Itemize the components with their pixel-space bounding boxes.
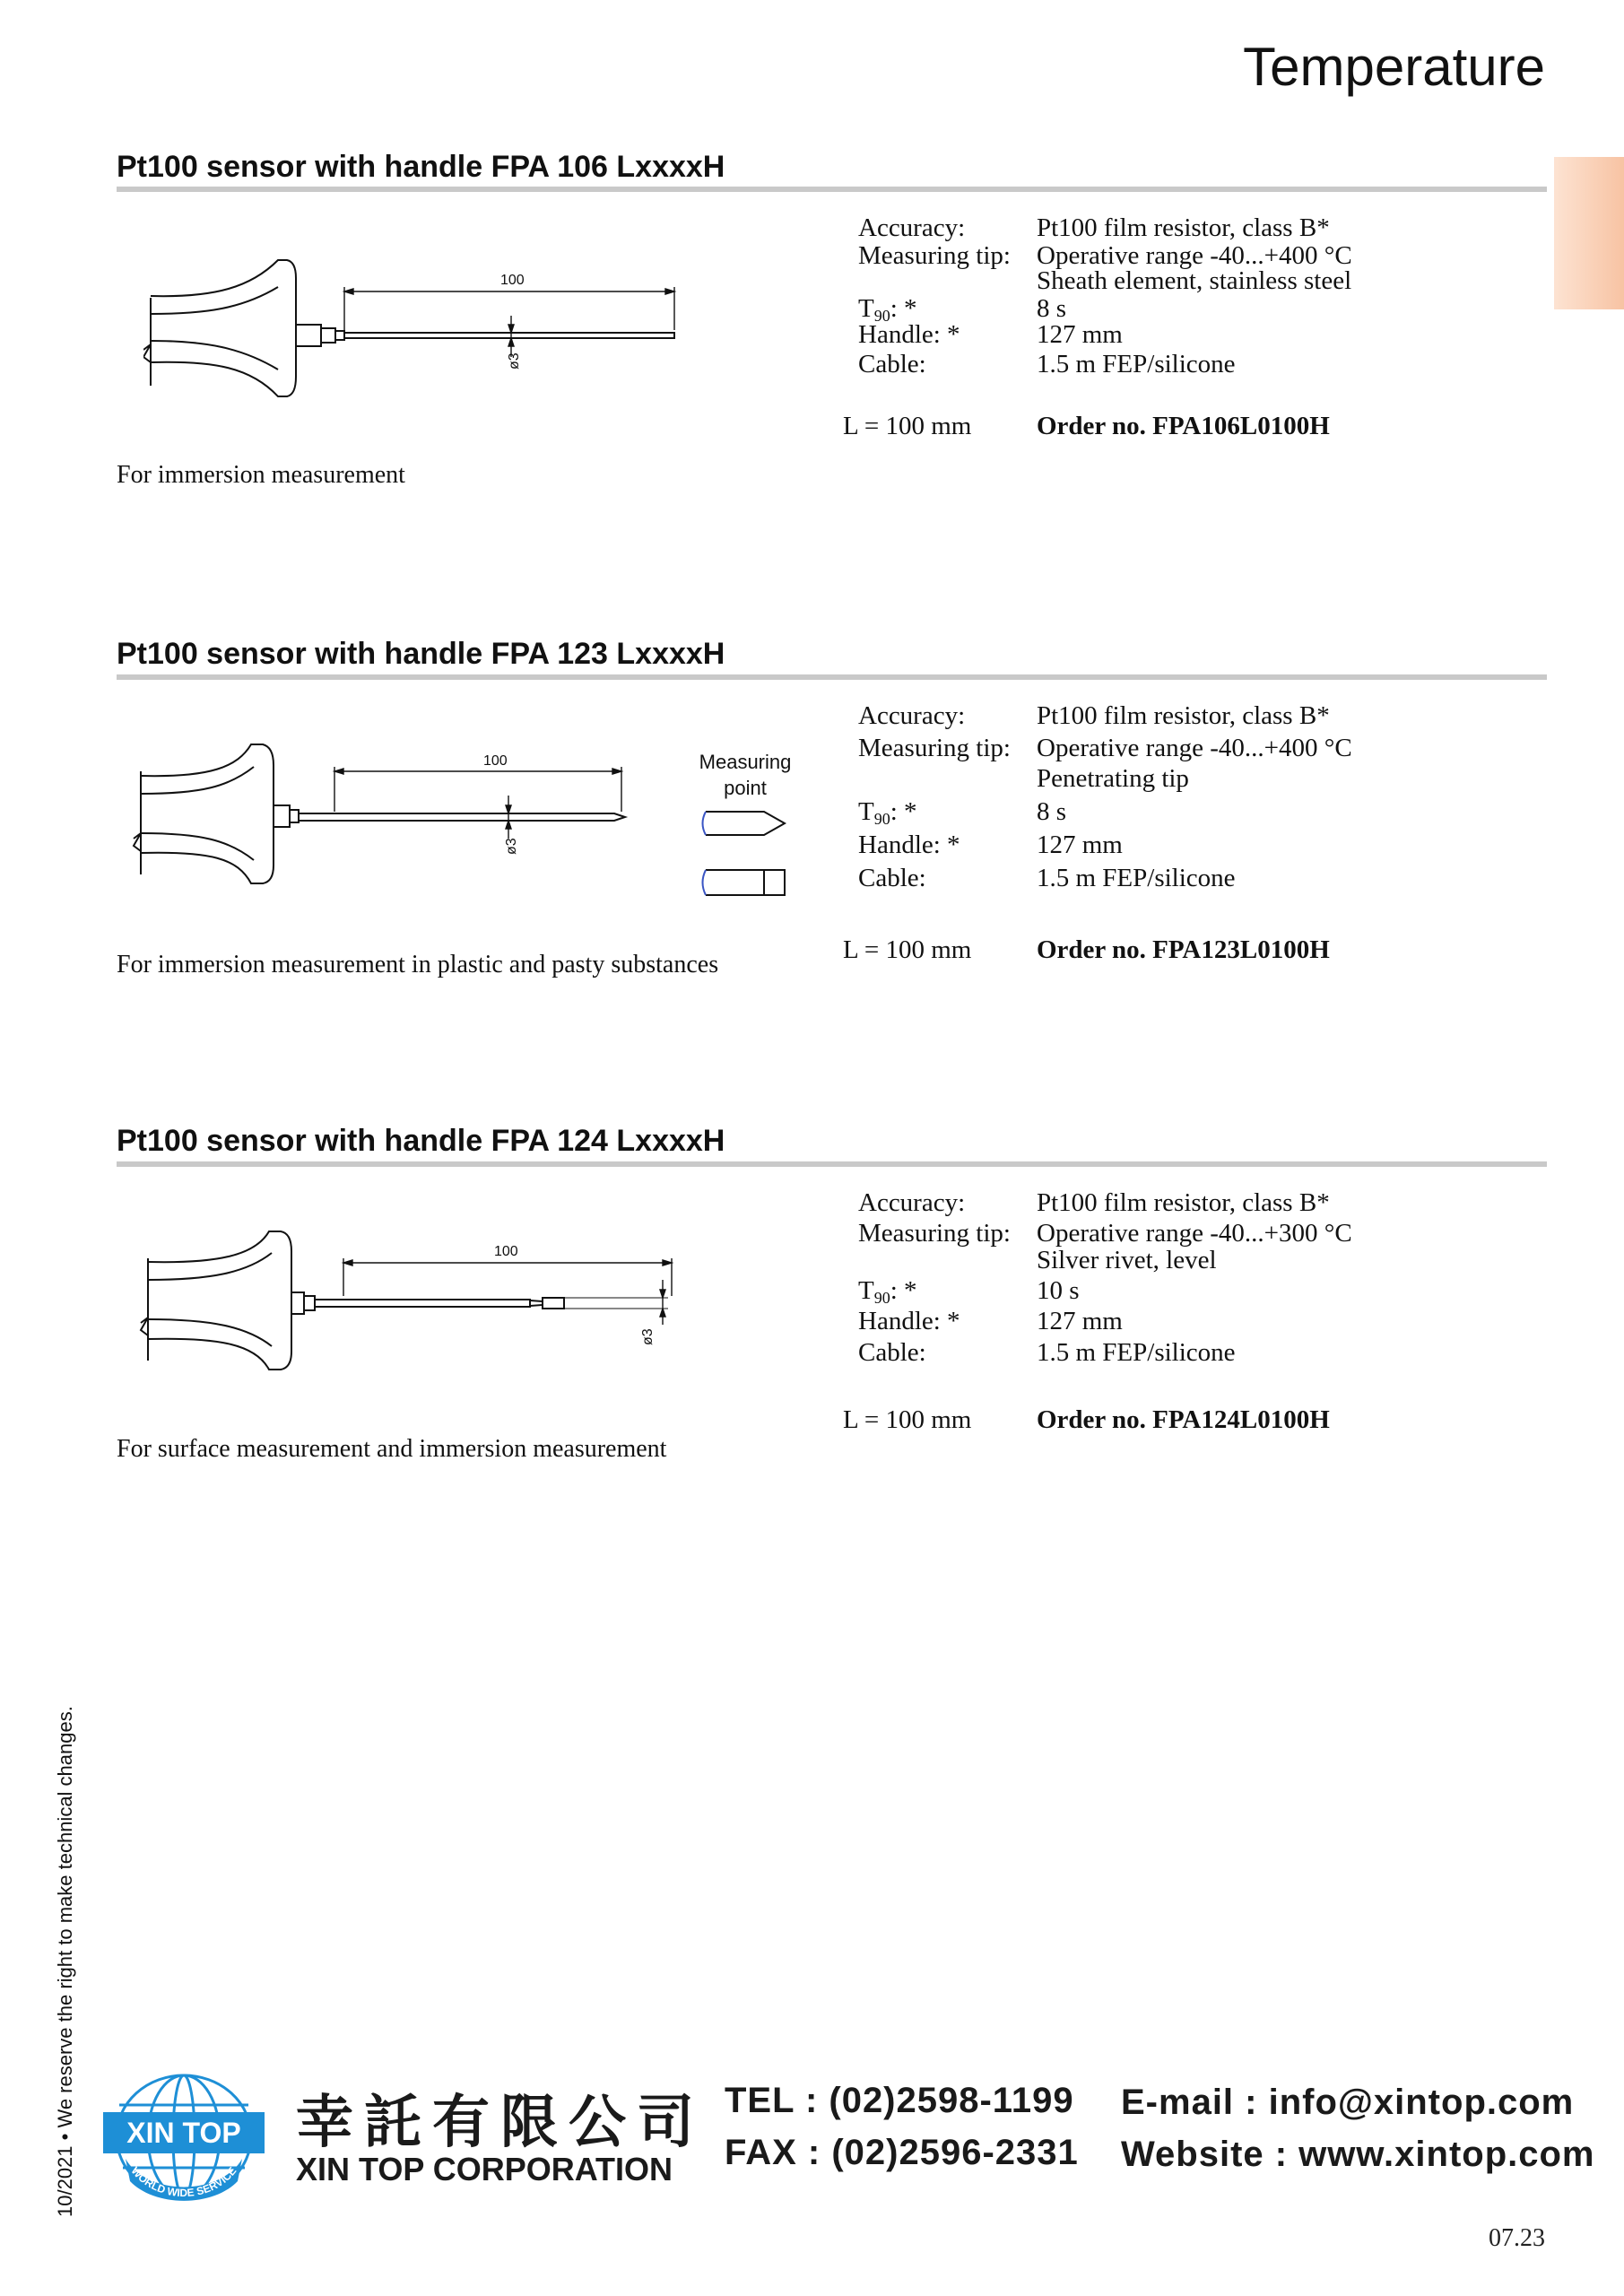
spec-key: Accuracy: <box>858 1188 966 1217</box>
section-divider <box>117 1161 1547 1167</box>
section-divider <box>117 674 1547 680</box>
spec-value: Sheath element, stainless steel <box>1037 266 1352 295</box>
spec-key: Handle: * <box>858 1307 960 1335</box>
measuring-point-label-line2: point <box>724 777 767 799</box>
spec-key: Measuring tip: <box>858 1219 1011 1248</box>
length-dimension-label: 100 <box>500 273 525 288</box>
length-dimension-label: 100 <box>494 1244 518 1259</box>
spec-value: Pt100 film resistor, class B* <box>1037 213 1330 242</box>
fax: FAX : (02)2596-2331 <box>725 2133 1079 2172</box>
spec-key: Measuring tip: <box>858 734 1011 762</box>
sensor-drawing-fpa123 <box>130 740 668 897</box>
sensor-drawing-fpa106 <box>143 251 682 404</box>
diameter-dimension-label: ø3 <box>640 1328 656 1345</box>
spec-key: Accuracy: <box>858 701 966 730</box>
spec-key: Handle: * <box>858 831 960 859</box>
length-label: L = 100 mm <box>843 412 972 440</box>
spec-key: Cable: <box>858 1338 926 1367</box>
length-dimension-label: 100 <box>483 753 508 769</box>
order-number: Order no. FPA124L0100H <box>1037 1405 1330 1434</box>
diameter-dimension-label: ø3 <box>507 352 522 370</box>
measuring-point-label-line1: Measuring <box>699 751 792 773</box>
spec-value: 1.5 m FEP/silicone <box>1037 350 1236 378</box>
length-label: L = 100 mm <box>843 1405 972 1434</box>
company-footer <box>0 2054 1624 2215</box>
spec-value: 127 mm <box>1037 831 1123 859</box>
spec-key: Cable: <box>858 350 926 378</box>
spec-value: Pt100 film resistor, class B* <box>1037 701 1330 730</box>
logo-text: XIN TOP <box>126 2117 241 2149</box>
application-text: For surface measurement and immersion measurement <box>117 1435 667 1463</box>
spec-value: Penetrating tip <box>1037 764 1189 793</box>
spec-key: Accuracy: <box>858 213 966 242</box>
spec-key: Cable: <box>858 864 926 892</box>
application-text: For immersion measurement <box>117 461 405 489</box>
spec-key: Handle: * <box>858 320 960 349</box>
revision-note: 10/2021 • We reserve the right to make technical changes. <box>54 1706 76 2217</box>
spec-value: Operative range -40...+300 °C <box>1037 1219 1352 1248</box>
section-heading: Pt100 sensor with handle FPA 124 LxxxxH <box>117 1124 725 1158</box>
measuring-point-detail <box>682 744 798 906</box>
diameter-dimension-label: ø3 <box>504 838 519 855</box>
section-heading: Pt100 sensor with handle FPA 106 LxxxxH <box>117 150 725 184</box>
logo-ring-text: WORLD WIDE SERVICE <box>128 2164 239 2200</box>
length-label: L = 100 mm <box>843 935 972 964</box>
spec-value: 8 s <box>1037 797 1067 826</box>
spec-value: 127 mm <box>1037 1307 1123 1335</box>
page-number: 07.23 <box>1489 2224 1545 2252</box>
email-link[interactable]: E-mail : info@xintop.com <box>1121 2083 1575 2122</box>
xin-top-logo <box>103 2069 265 2204</box>
section-color-tab <box>1554 157 1624 309</box>
spec-value: Silver rivet, level <box>1037 1246 1217 1274</box>
order-number: Order no. FPA123L0100H <box>1037 935 1330 964</box>
spec-value: 1.5 m FEP/silicone <box>1037 1338 1236 1367</box>
spec-key: $T_{90}$: * <box>858 1276 917 1307</box>
spec-key: $T_{90}$: * <box>858 294 917 325</box>
spec-key: Measuring tip: <box>858 241 1011 270</box>
spec-value: Pt100 film resistor, class B* <box>1037 1188 1330 1217</box>
spec-value: Operative range -40...+400 °C <box>1037 241 1352 270</box>
sensor-drawing-fpa124 <box>139 1224 677 1381</box>
company-name-english: XIN TOP CORPORATION <box>296 2151 673 2187</box>
section-divider <box>117 187 1547 192</box>
spec-value: Operative range -40...+400 °C <box>1037 734 1352 762</box>
page-title: Temperature <box>1243 37 1545 97</box>
spec-value: 10 s <box>1037 1276 1080 1305</box>
spec-value: 8 s <box>1037 294 1067 323</box>
spec-value: 127 mm <box>1037 320 1123 349</box>
telephone: TEL : (02)2598-1199 <box>725 2081 1074 2120</box>
order-number: Order no. FPA106L0100H <box>1037 412 1330 440</box>
spec-key: $T_{90}$: * <box>858 797 917 828</box>
section-heading: Pt100 sensor with handle FPA 123 LxxxxH <box>117 637 725 671</box>
company-name-chinese: 幸託有限公司 <box>296 2090 705 2156</box>
spec-value: 1.5 m FEP/silicone <box>1037 864 1236 892</box>
application-text: For immersion measurement in plastic and pasty substances <box>117 951 719 978</box>
website-link[interactable]: Website : www.xintop.com <box>1121 2135 1595 2174</box>
